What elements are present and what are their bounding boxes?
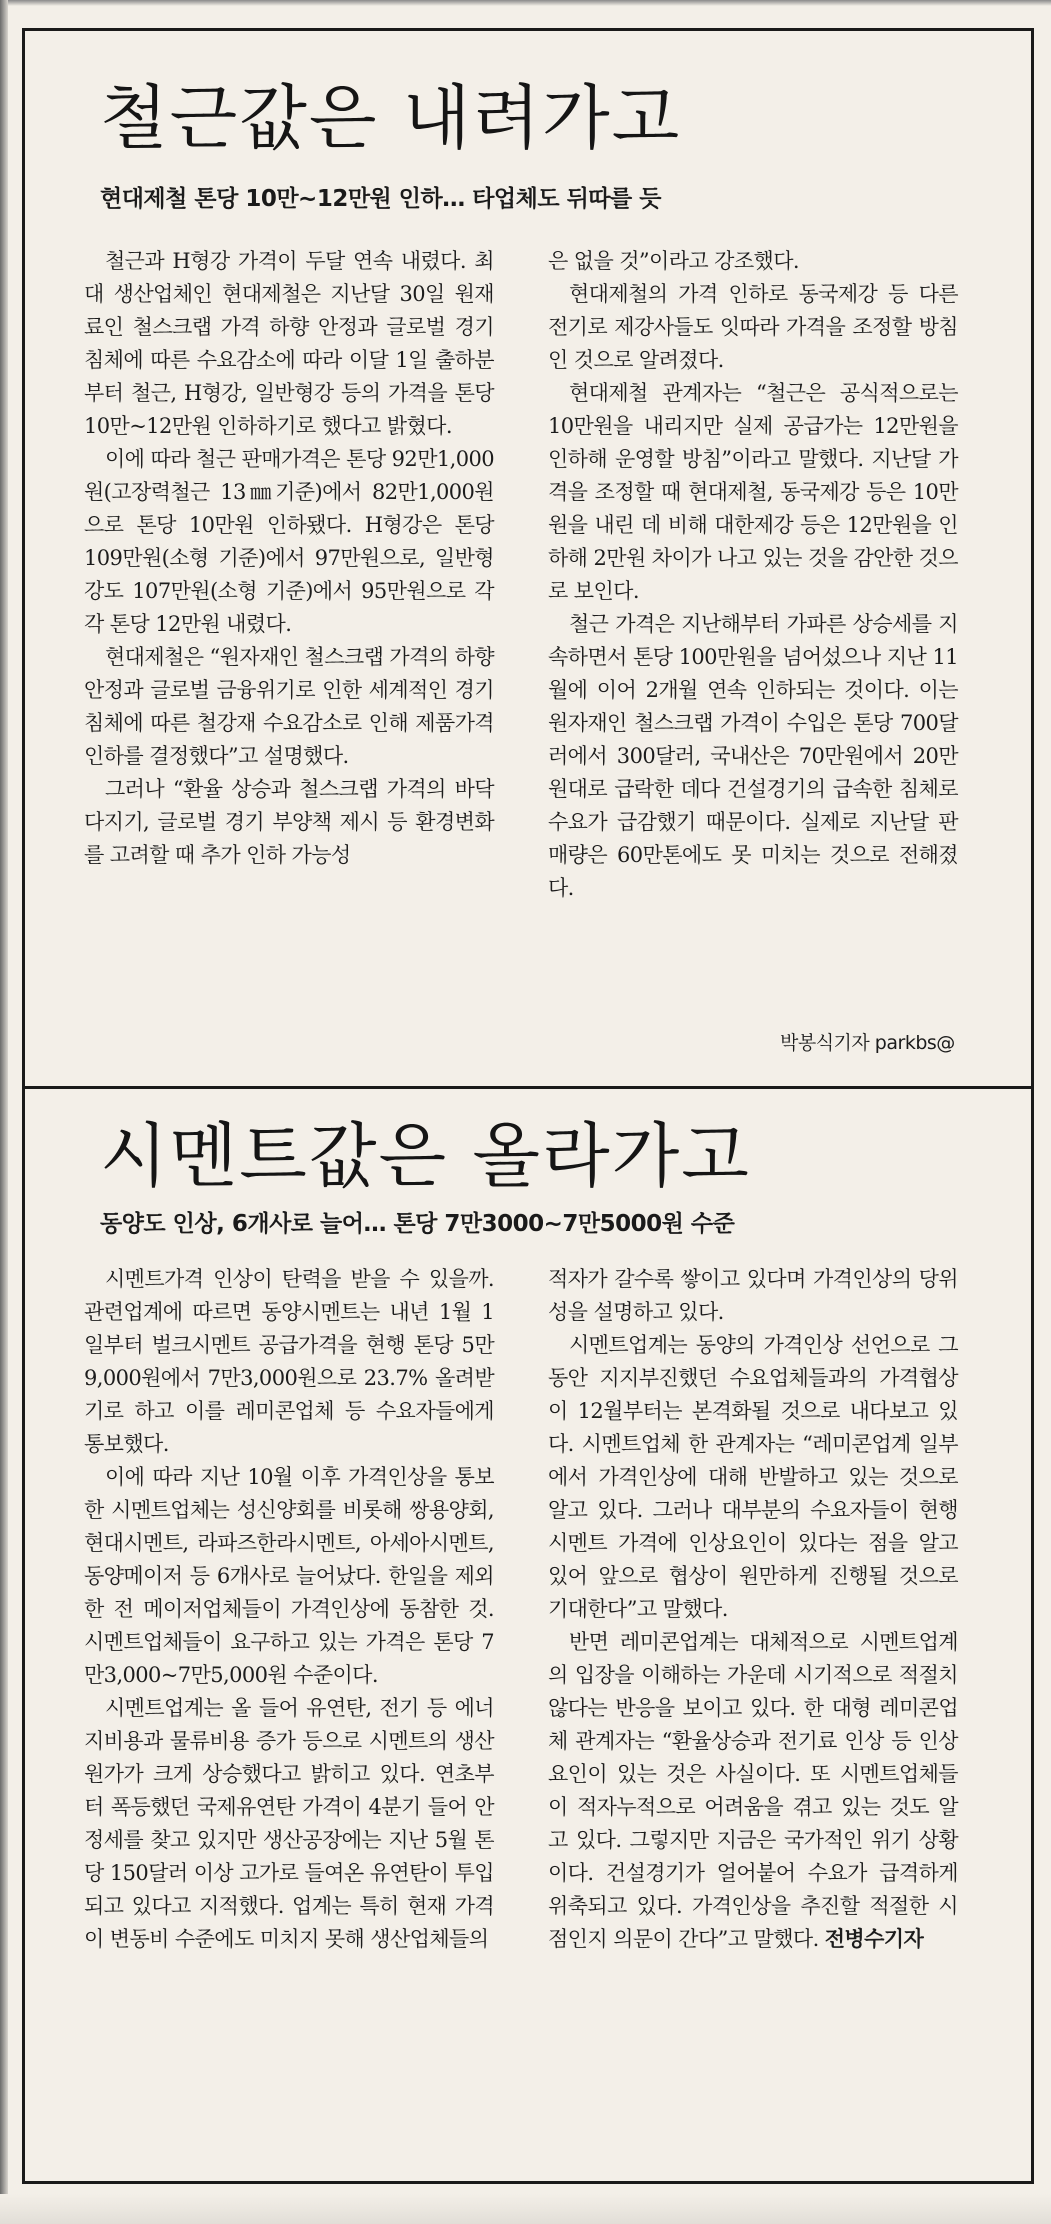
- paragraph: 시멘트가격 인상이 탄력을 받을 수 있을까. 관련업계에 따르면 동양시멘트는 내년 1월 1일부터 벌크시멘트 공급가격을 현행 톤당 5만9,000원에서 7만3,000원으로 23.7% 올려받기로 하고 이를 레미콘업체 등 수요자들에게 통보했다.: [84, 1267, 494, 1456]
- paragraph: 현대제철은 “원자재인 철스크랩 가격의 하향 안정과 글로벌 금융위기로 인한 세계적인 경기 침체에 따른 철강재 수요감소로 인해 제품가격 인하를 결정했다”고 설명했다.: [84, 645, 494, 768]
- subhead-steel: 현대제철 톤당 10만~12만원 인하… 타업체도 뒤따를 듯: [100, 186, 661, 212]
- scan-edge-bottom: [0, 2194, 1051, 2224]
- paragraph: 이에 따라 지난 10월 이후 가격인상을 통보한 시멘트업체는 성신양회를 비롯해 쌍용양회, 현대시멘트, 라파즈한라시멘트, 아세아시멘트, 동양메이저 등 6개사로 늘어났다. 한일을 제외한 전 메이저업체들이 가격인상에 동참한 것. 시멘트업체들이 요구하고 있는 가격은 톤당 7만3,000~7만5,000원 수준이다.: [84, 1465, 494, 1687]
- paragraph: 현대제철 관계자는 “철근은 공식적으로는 10만원을 내리지만 실제 공급가는 12만원을 인하해 운영할 방침”이라고 말했다. 지난달 가격을 조정할 때 현대제철, 동국제강 등은 10만원을 내린 데 비해 대한제강 등은 12만원을 인하해 2만원 차이가 나고 있는 것을 감안한 것으로 보인다.: [548, 381, 958, 603]
- paragraph: 철근 가격은 지난해부터 가파른 상승세를 지속하면서 톤당 100만원을 넘어섰으나 지난 11월에 이어 2개월 연속 인하되는 것이다. 이는 원자재인 철스크랩 가격이 수입은 톤당 700달러에서 300달러, 국내산은 70만원에서 20만원대로 급락한 데다 건설경기의 급속한 침체로 수요가 급감했기 때문이다. 실제로 지난달 판매량은 60만톤에도 못 미치는 것으로 전해졌다.: [548, 612, 958, 900]
- article2-column-1: [84, 1263, 494, 1956]
- byline-cement: 전병수기자: [824, 1927, 924, 1951]
- paragraph: 시멘트업계는 동양의 가격인상 선언으로 그동안 지지부진했던 수요업체들과의 가격협상이 12월부터는 본격화될 것으로 내다보고 있다. 시멘트업체 한 관계자는 “레미콘업계 일부에서 가격인상에 대해 반발하고 있는 것으로 알고 있다. 그러나 대부분의 수요자들이 현행 시멘트 가격에 인상요인이 있다는 점을 알고 있어 앞으로 협상이 원만하게 진행될 것으로 기대한다”고 말했다.: [548, 1333, 958, 1621]
- paragraph: 현대제철의 가격 인하로 동국제강 등 다른 전기로 제강사들도 잇따라 가격을 조정할 방침인 것으로 알려졌다.: [548, 282, 958, 372]
- article2-column-2: [548, 1263, 958, 1956]
- paragraph: 은 없을 것”이라고 강조했다.: [548, 249, 799, 273]
- subhead-cement: 동양도 인상, 6개사로 늘어… 톤당 7만3000~7만5000원 수준: [100, 1211, 735, 1237]
- headline-cement: 시멘트값은 올라가고: [100, 1115, 751, 1197]
- paragraph: 적자가 갈수록 쌓이고 있다며 가격인상의 당위성을 설명하고 있다.: [548, 1267, 958, 1324]
- byline-steel: 박봉식기자 parkbs@: [780, 1032, 955, 1054]
- headline-steel: 철근값은 내려가고: [100, 77, 682, 159]
- article1-column-1: [84, 245, 494, 872]
- paragraph: [548, 1626, 958, 1956]
- paragraph: 그러나 “환율 상승과 철스크랩 가격의 바닥다지기, 글로벌 경기 부양책 제시 등 환경변화를 고려할 때 추가 인하 가능성: [84, 777, 494, 867]
- paragraph: 철근과 H형강 가격이 두달 연속 내렸다. 최대 생산업체인 현대제철은 지난달 30일 원재료인 철스크랩 가격 하향 안정과 글로벌 경기 침체에 따른 수요감소에 따라 이달 1일 출하분부터 철근, H형강, 일반형강 등의 가격을 톤당 10만~12만원 인하하기로 했다고 밝혔다.: [84, 249, 494, 438]
- scan-edge-left: [0, 0, 8, 2224]
- paragraph: 시멘트업계는 올 들어 유연탄, 전기 등 에너지비용과 물류비용 증가 등으로 시멘트의 생산원가가 크게 상승했다고 밝히고 있다. 연초부터 폭등했던 국제유연탄 가격이 4분기 들어 안정세를 찾고 있지만 생산공장에는 지난 5월 톤당 150달러 이상 고가로 들여온 유연탄이 투입되고 있다고 지적했다. 업계는 특히 현재 가격이 변동비 수준에도 미치지 못해 생산업체들의: [84, 1696, 494, 1951]
- article1-column-2: [548, 245, 958, 905]
- scan-edge-top: [0, 0, 1051, 6]
- paragraph-text: 반면 레미콘업계는 대체적으로 시멘트업계의 입장을 이해하는 가운데 시기적으로 적절치 않다는 반응을 보이고 있다. 한 대형 레미콘업체 관계자는 “환율상승과 전기료 인상 등 인상요인이 있는 것은 사실이다. 또 시멘트업체들이 적자누적으로 어려움을 겪고 있는 것도 알고 있다. 그렇지만 지금은 국가적인 위기 상황이다. 건설경기가 얼어붙어 수요가 급격하게 위축되고 있다. 가격인상을 추진할 적절한 시점인지 의문이 간다”고 말했다.: [548, 1630, 958, 1951]
- paragraph: 이에 따라 철근 판매가격은 톤당 92만1,000원(고장력철근 13㎜기준)에서 82만1,000원으로 톤당 10만원 인하됐다. H형강은 톤당 109만원(소형 기준)에서 97만원으로, 일반형강도 107만원(소형 기준)에서 95만원으로 각각 톤당 12만원 내렸다.: [84, 447, 494, 636]
